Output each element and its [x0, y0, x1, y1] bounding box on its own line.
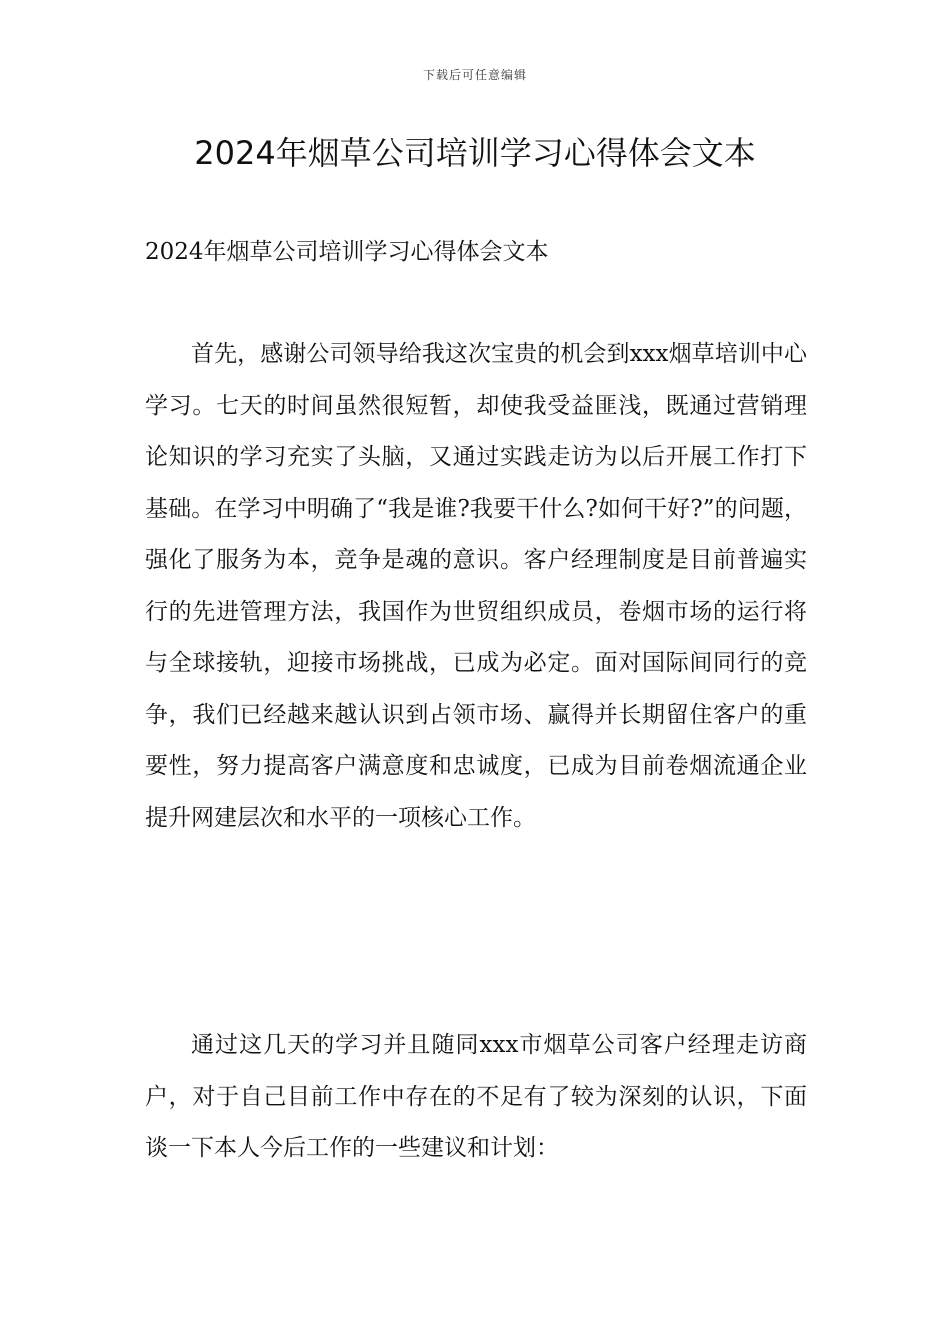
body-paragraph-1: 首先，感谢公司领导给我这次宝贵的机会到xxx烟草培训中心学习。七天的时间虽然很短暂，却使我受益匪浅，既通过营销理论知识的学习充实了头脑，又通过实践走访为以后开展工作打下基础。在学习中明确了“我是谁?我要干什么?如何干好?”的问题，强化了服务为本，竞争是魂的意识。客户经理制度是目前普遍实行的先进管理方法，我国作为世贸组织成员，卷烟市场的运行将与全球接轨，迎接市场挑战，已成为必定。面对国际间同行的竞争，我们已经越来越认识到占领市场、赢得并长期留住客户的重要性，努力提高客户满意度和忠诚度，已成为目前卷烟流通企业提升网建层次和水平的一项核心工作。: [145, 341, 807, 831]
document-title: 2024年烟草公司培训学习心得体会文本: [194, 134, 756, 172]
body-paragraph-2: 通过这几天的学习并且随同xxx市烟草公司客户经理走访商户，对于自己目前工作中存在的不足有了较为深刻的认识，下面谈一下本人今后工作的一些建议和计划：: [145, 1032, 807, 1161]
document-subtitle: 2024年烟草公司培训学习心得体会文本: [145, 239, 549, 265]
header-note: 下载后可任意编辑: [422, 68, 527, 82]
